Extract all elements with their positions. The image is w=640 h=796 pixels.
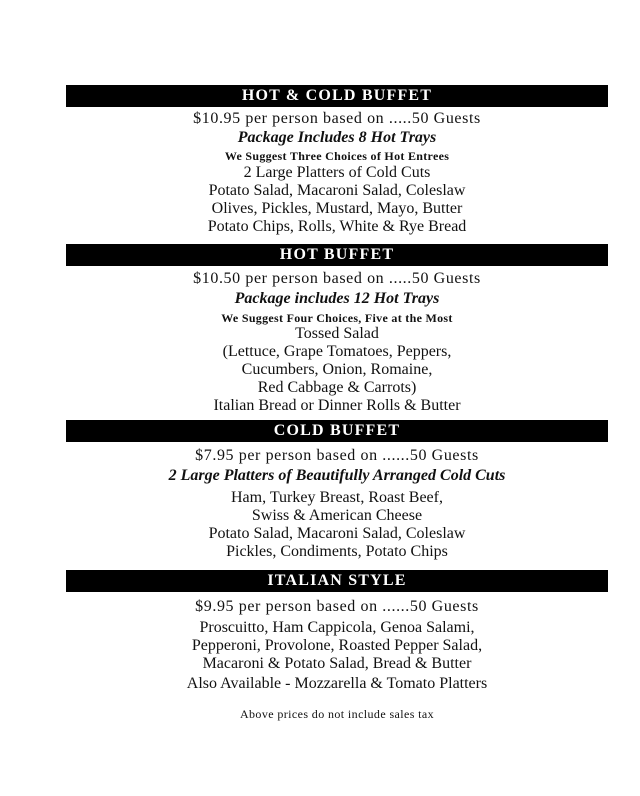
footer-note: Above prices do not include sales tax: [239, 707, 435, 721]
item-line: Swiss & American Cheese: [251, 507, 423, 524]
item-line: 2 Large Platters of Cold Cuts: [243, 164, 431, 181]
price-cold-buffet: $7.95 per person based on ......50 Guests: [195, 447, 479, 464]
price-hot-cold-buffet: $10.95 per person based on .....50 Guests: [193, 110, 481, 127]
item-line: Italian Bread or Dinner Rolls & Butter: [213, 397, 461, 414]
section-title-italian-style: ITALIAN STYLE: [66, 570, 608, 592]
item-line: Ham, Turkey Breast, Roast Beef,: [231, 489, 443, 506]
suggest-hot-cold-buffet: We Suggest Three Choices of Hot Entrees: [224, 149, 450, 163]
item-line: Pepperoni, Provolone, Roasted Pepper Salad,: [191, 637, 483, 654]
item-line: Cucumbers, Onion, Romaine,: [241, 361, 433, 378]
suggest-hot-buffet: We Suggest Four Choices, Five at the Most: [221, 311, 453, 325]
package-hot-buffet: Package includes 12 Hot Trays: [234, 290, 440, 307]
item-line: Pickles, Condiments, Potato Chips: [226, 543, 448, 560]
item-line: Also Available - Mozzarella & Tomato Platters: [186, 675, 488, 692]
section-title-hot-buffet: HOT BUFFET: [66, 244, 608, 266]
item-line: Tossed Salad: [295, 325, 379, 342]
item-line: Olives, Pickles, Mustard, Mayo, Butter: [211, 200, 463, 217]
section-title-hot-cold-buffet: HOT & COLD BUFFET: [66, 85, 608, 107]
item-line: Red Cabbage & Carrots): [257, 379, 417, 396]
package-hot-cold-buffet: Package Includes 8 Hot Trays: [237, 129, 437, 146]
item-line: Potato Salad, Macaroni Salad, Coleslaw: [208, 182, 466, 199]
item-line: Macaroni & Potato Salad, Bread & Butter: [202, 655, 472, 672]
price-hot-buffet: $10.50 per person based on .....50 Guests: [193, 270, 481, 287]
item-line: (Lettuce, Grape Tomatoes, Peppers,: [222, 343, 452, 360]
item-line: Potato Salad, Macaroni Salad, Coleslaw: [208, 525, 466, 542]
price-italian-style: $9.95 per person based on ......50 Guests: [195, 598, 479, 615]
item-line: Potato Chips, Rolls, White & Rye Bread: [207, 218, 467, 235]
package-cold-buffet: 2 Large Platters of Beautifully Arranged Cold Cuts: [168, 467, 506, 484]
item-line: Proscuitto, Ham Cappicola, Genoa Salami,: [199, 619, 475, 636]
section-title-cold-buffet: COLD BUFFET: [66, 420, 608, 442]
